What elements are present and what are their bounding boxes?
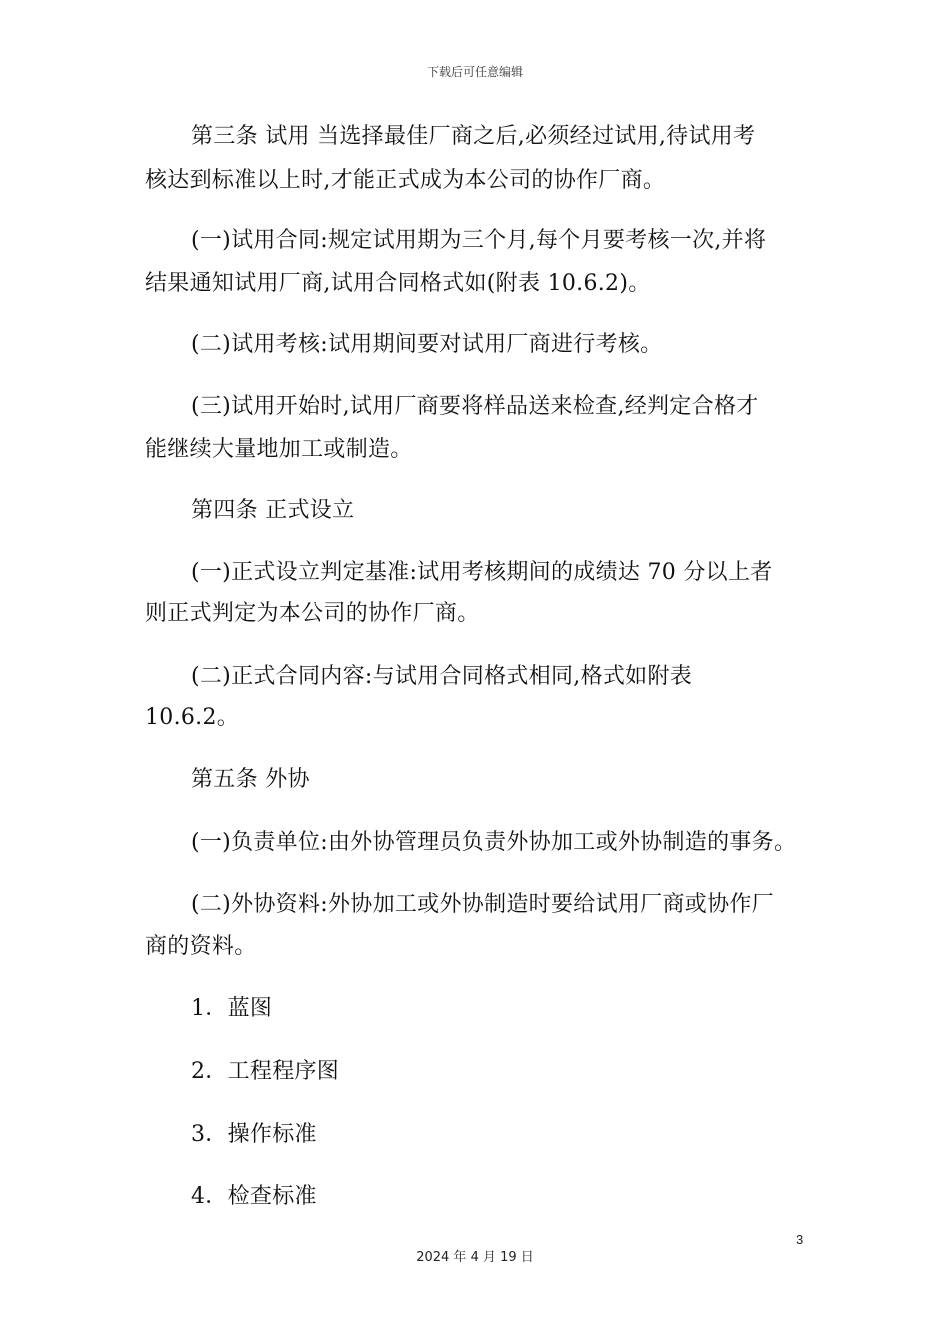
paragraph-line: 结果通知试用厂商,试用合同格式如(附表 10.6.2)。 (145, 271, 651, 296)
section-heading: 第五条 外协 (191, 767, 310, 792)
list-item: 4．检查标准 (191, 1184, 317, 1209)
paragraph-line: 10.6.2。 (145, 705, 240, 730)
paragraph-line: (二)正式合同内容:与试用合同格式相同,格式如附表 (191, 664, 693, 689)
footer-date: 2024 年 4 月 19 日 (416, 1250, 534, 1265)
section-heading: 第四条 正式设立 (191, 498, 355, 523)
page-number: 3 (796, 1232, 804, 1247)
paragraph-line: (一)试用合同:规定试用期为三个月,每个月要考核一次,并将 (191, 228, 767, 253)
paragraph-line: (二)试用考核:试用期间要对试用厂商进行考核。 (191, 332, 663, 357)
paragraph-line: 则正式判定为本公司的协作厂商。 (145, 601, 480, 626)
paragraph-line: (一)正式设立判定基准:试用考核期间的成绩达 70 分以上者 (191, 560, 773, 585)
list-item: 1．蓝图 (191, 996, 273, 1021)
paragraph-line: 核达到标准以上时,才能正式成为本公司的协作厂商。 (145, 168, 666, 193)
paragraph-line: 商的资料。 (145, 934, 257, 959)
list-item: 3．操作标准 (191, 1122, 317, 1147)
paragraph-line: 第三条 试用 当选择最佳厂商之后,必须经过试用,待试用考 (191, 124, 756, 149)
header-note: 下载后可任意编辑 (426, 65, 523, 79)
paragraph-line: (二)外协资料:外协加工或外协制造时要给试用厂商或协作厂 (191, 892, 774, 917)
paragraph-line: (一)负责单位:由外协管理员负责外协加工或外协制造的事务。 (191, 830, 797, 855)
paragraph-line: (三)试用开始时,试用厂商要将样品送来检查,经判定合格才 (191, 394, 759, 419)
paragraph-line: 能继续大量地加工或制造。 (145, 437, 413, 462)
list-item: 2．工程程序图 (191, 1059, 340, 1084)
